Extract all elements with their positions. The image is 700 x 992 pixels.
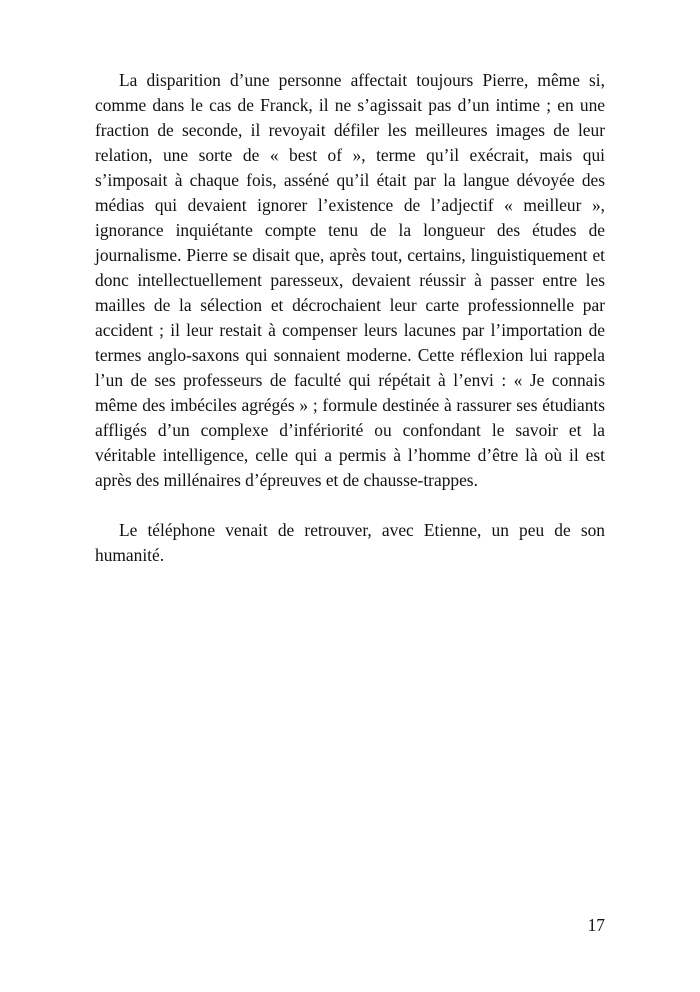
body-text (95, 68, 605, 568)
page-number: 17 (587, 915, 605, 935)
paragraph-2: Le téléphone venait de retrouver, avec Etienne, un peu de son humanité. (95, 520, 605, 565)
paragraph-1: La disparition d’une personne affectait toujours Pierre, même si, comme dans le cas de Franck, il ne s’agissait pas d’un intime ; en une fraction de seconde, il revoyait défiler les meilleures images de leur relation, une sorte de « best of », terme qu’il exécrait, mais qui s’imposait à chaque fois, asséné qu’il était par la langue dévoyée des médias qui devaient ignorer l’existence de l’adjectif « meilleur », ignorance inquiétante compte tenu de la longueur des études de journalisme. Pierre se disait que, après tout, certains, linguistiquement et donc intellectuellement paresseux, devaient réussir à passer entre les mailles de la sélection et décrochaient leur carte professionnelle par accident ; il leur restait à compenser leurs lacunes par l’importation de termes anglo-saxons qui sonnaient moderne. Cette réflexion lui rappela l’un de ses professeurs de faculté qui répétait à l’envi : « Je connais même des imbéciles agrégés » ; formule destinée à rassurer ses étudiants affligés d’un complexe d’infériorité ou confondant le savoir et la véritable intelligence, celle qui a permis à l’homme d’être là où il est après des millénaires d’épreuves et de chausse-trappes. (95, 70, 605, 490)
